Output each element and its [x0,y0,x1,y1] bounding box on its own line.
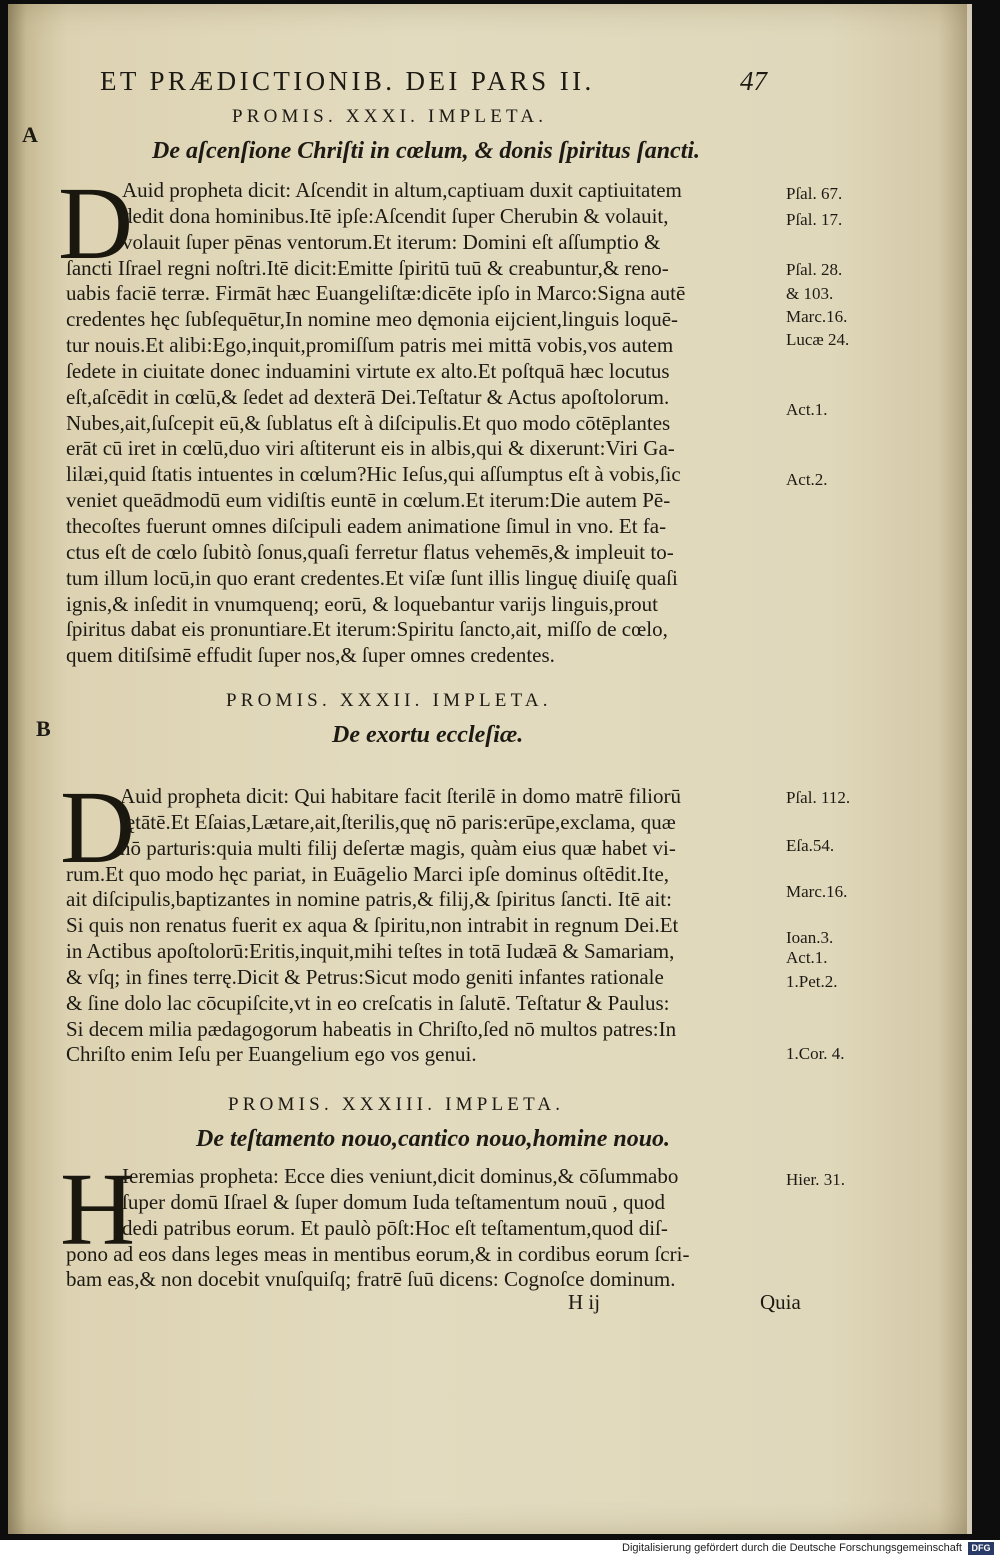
section-heading-31: PROMIS. XXXI. IMPLETA. [232,106,548,127]
text-line: dedit dona hominibus.Itē ipſe:Aſcendit ſuper Cherubin & volauit, [122,203,669,228]
page-edge [967,4,972,1534]
text-line: ignis,& inſedit in vnumquenq; eorū, & loquebantur varijs linguis,prout [66,591,659,616]
page-number: 47 [740,66,767,96]
section-body-32 [66,784,681,1068]
text-line: lętātē.Et Eſaias,Lætare,ait,ſterilis,quę nō paris:erūpe,exclama, quæ [120,809,676,834]
text-line: in Actibus apoſtolorū:Eritis,inquit,mihi teſtes in totā Iudæā & Samariam, [66,939,675,964]
text-line: bam eas,& non docebit vnuſquiſq; fratrē ſuū dicens: Cognoſce dominum. [66,1267,676,1292]
text-line: pono ad eos dans leges meas in mentibus eorum,& in cordibus eorum ſcri- [66,1241,690,1266]
text-line: erāt cū iret in cœlū,duo viri aſtiterunt eis in albis,qui & dixerunt:Viri Ga- [66,436,675,461]
text-line: Chriſto enim Ieſu per Euangelium ego vos genui. [66,1042,477,1067]
section-marker-a: A [22,122,38,147]
text-line: & vſq; in fines terrę.Dicit & Petrus:Sicut modo geniti infantes rationale [66,964,664,989]
margin-note: Ioan.3. [786,928,834,947]
dropcap-d: D [58,166,134,281]
text-line: tum illum locū,in quo erant credentes.Et viſæ ſunt illis linguę diuiſę quaſi [66,565,678,590]
text-line: Auid propheta dicit: Aſcendit in altum,captiuam duxit captiuitatem [122,178,682,202]
dropcap-h: H [60,1152,136,1267]
margin-note: Act.1. [786,400,828,419]
text-line: quem ditiſsimē effudit ſuper nos,& ſuper omnes credentes. [66,643,555,668]
section-body-31 [66,178,685,669]
text-line: ſedete in ciuitate donec induamini virtute ex alto.Et poſtquā hæc locutus [66,358,670,383]
margin-note: Act.1. [786,948,828,967]
text-line: nō parturis:quia multi filij deſertæ magis, quàm eius quæ habet vi- [120,835,676,860]
signature-mark: H ij [568,1290,601,1314]
text-line: ait diſcipulis,baptizantes in nomine patris,& filij,& ſpiritus ſancti. Itē ait: [66,887,672,912]
text-line: Ieremias propheta: Ecce dies veniunt,dicit dominus,& cōſummabo [122,1164,679,1188]
text-line: veniet queādmodū eum vidiſtis euntē in cœlum.Et iterum:Die autem Pē- [66,488,671,513]
text-line: rum.Et quo modo hęc pariat, in Euāgelio Marci ipſe dominus oſtēdit.Ite, [66,861,670,886]
text-line: eſt,aſcēdit in cœlū,& ſedet ad dexterā Dei.Teſtatur & Actus apoſtolorum. [66,384,670,409]
dropcap-d: D [60,770,136,885]
text-line: Nubes,ait,ſuſcepit eū,& ſublatus eſt à diſcipulis.Et quo modo cōtēplantes [66,410,671,435]
text-line: tur nouis.Et alibi:Ego,inquit,promiſſum patris mei mittā vobis,vos autem [66,333,674,358]
section-heading-33: PROMIS. XXXIII. IMPLETA. [228,1094,565,1115]
margin-note: & 103. [786,284,834,303]
margin-note: Pſal. 112. [786,788,851,807]
section-subtitle-33: De teſtamento nouo,cantico nouo,homine nouo. [196,1126,671,1152]
section-heading-32: PROMIS. XXXII. IMPLETA. [226,690,552,711]
text-line: Si decem milia pædagogorum habeatis in Chriſto,ſed nō multos patres:In [66,1016,677,1041]
margin-note: 1.Pet.2. [786,972,838,991]
margin-note: Act.2. [786,470,828,489]
margin-note: Pſal. 67. [786,184,843,203]
text-line: lilæi,quid ſtatis intuentes in cœlum?Hic Ieſus,qui aſſumptus eſt à vobis,ſic [66,462,681,487]
margin-note: Marc.16. [786,882,848,901]
margin-note: Pſal. 28. [786,260,843,279]
section-marker-b: B [36,716,51,741]
margin-note: Pſal. 17. [786,210,843,229]
margin-note: Lucæ 24. [786,330,850,349]
text-line: & ſine dolo lac cōcupiſcite,vt in eo creſcatis in ſalutē. Teſtatur & Paulus: [66,990,670,1015]
margin-note: Marc.16. [786,307,848,326]
text-line: ſancti Iſrael regni noſtri.Itē dicit:Emitte ſpiritū tuū & creabuntur,& reno- [66,255,669,280]
text-line: ſuper domū Iſrael & ſuper domum Iuda teſtamentum nouū , quod [122,1189,665,1214]
catchword: Quia [760,1290,801,1314]
text-line: Si quis non renatus fuerit ex aqua & ſpiritu,non intrabit in regnum Dei.Et [66,913,679,938]
text-line: uabis faciē terræ. Firmāt hæc Euangeliſtæ:dicēte ipſo in Marco:Signa autē [66,281,686,306]
margin-note: Hier. 31. [786,1170,846,1189]
text-line: Auid propheta dicit: Qui habitare facit ſterilē in domo matrē filiorū [120,784,681,808]
text-line: ctus eſt de cœlo ſubitò ſonus,quaſi ferretur flatus vehemēs,& impleuit to- [66,539,674,564]
section-subtitle-32: De exortu eccleſiæ. [332,722,524,748]
section-subtitle-31: De aſcenſione Chriſti in cœlum, & donis ſpiritus ſancti. [152,138,701,164]
margin-note: Eſa.54. [786,836,835,855]
credit-text: Digitalisierung gefördert durch die Deutsche Forschungsgemeinschaft [622,1542,962,1554]
section-body-33 [66,1164,689,1293]
text-line: ſpiritus dabat eis pronuntiare.Et iterum:Spiritu ſancto,ait, miſſo de cœlo, [66,617,668,642]
text-line: dedi patribus eorum. Et paulò pōſt:Hoc eſt teſtamentum,quod diſ- [122,1215,668,1240]
text-line: thecoſtes fuerunt omnes diſcipuli eadem animatione ſimul in vno. Et fa- [66,513,667,538]
dfg-logo: DFG [968,1542,994,1555]
text-line: credentes hęc ſubſequētur,In nomine meo dęmonia eijcient,linguis loquē- [66,307,679,332]
margin-note: 1.Cor. 4. [786,1044,845,1063]
running-head: ET PRÆDICTIONIB. DEI PARS II. [100,66,595,96]
text-line: volauit ſuper pēnas ventorum.Et iterum: Domini eſt aſſumptio & [122,229,661,254]
